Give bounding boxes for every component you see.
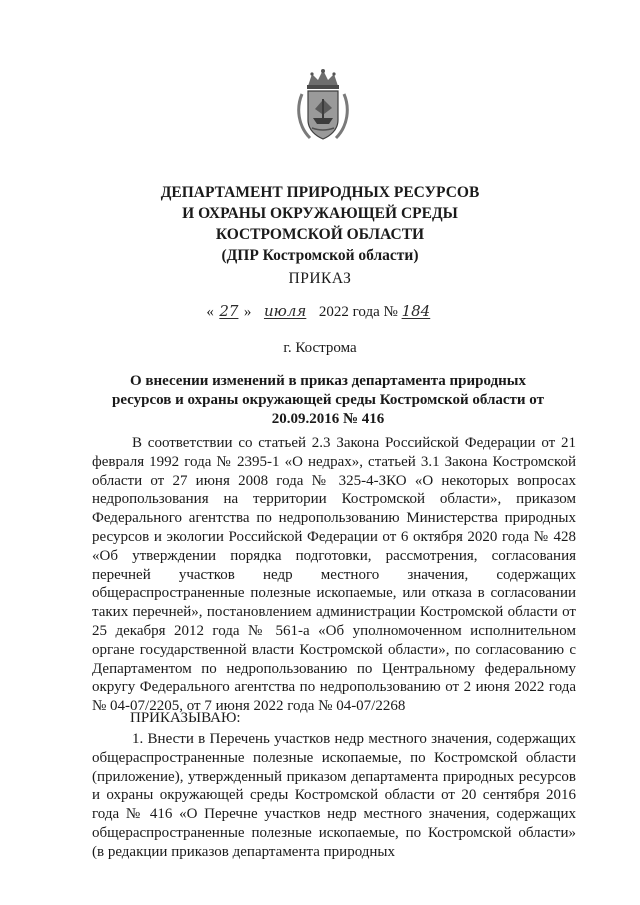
- order-subject: О внесении изменений в приказ департамента природных ресурсов и охраны окружающей среды Костромской области от 20.09.2016 № 416: [112, 373, 544, 427]
- header-line-1: ДЕПАРТАМЕНТ ПРИРОДНЫХ РЕСУРСОВ: [160, 184, 480, 201]
- header-line-2: И ОХРАНЫ ОКРУЖАЮЩЕЙ СРЕДЫ: [182, 205, 458, 222]
- year-text: 2022 года №: [318, 304, 398, 320]
- coat-of-arms-icon: [294, 68, 352, 144]
- date-line: [0, 300, 640, 323]
- preamble-paragraph: В соответствии со статьей 2.3 Закона Российской Федерации от 21 февраля 1992 года № 2395-1 «О недрах», статьей 3.1 Закона Костромской области от 27 июня 2008 года № 325-4-ЗКО «О некоторых вопросах недропользования на территории Костромской области», приказом Федерального агентства по недропользованию Министерства природных ресурсов и экологии Российской Федерации от 6 октября 2020 года № 428 «Об утверждении порядка подготовки, рассмотрения, согласования перечней участков недр местного значения, содержащих общераспространенные полезные ископаемые, или отказа в согласовании таких перечней», постановлением администрации Костромской области от 25 декабря 2012 года № 561-а «Об уполномоченном исполнительном органе государственной власти Костромской области», по согласованию с Департаментом по недропользованию по Центральному федеральному округу Федерального агентства по недропользованию от 2 июня 2022 года № 04-07/2205, от 7 июня 2022 года № 04-07/2268: [92, 435, 576, 715]
- open-quote: «: [206, 304, 214, 320]
- handwritten-month: июля: [263, 302, 307, 320]
- header-line-4: (ДПР Костромской области): [221, 247, 419, 264]
- handwritten-day: 27: [219, 302, 239, 320]
- order-item-1: 1. Внести в Перечень участков недр местного значения, содержащих общераспространенные полезные ископаемые, по Костромской области (приложение), утвержденный приказом департамента природных ресурсов и охраны окружающей среды Костромской области от 20 сентября 2016 года № 416 «О Перечне участков недр местного значения, содержащих общераспространенные полезные ископаемые, по Костромской области» (в редакции приказов департамента природных: [92, 731, 576, 860]
- header-line-3: КОСТРОМСКОЙ ОБЛАСТИ: [215, 226, 425, 243]
- city: г. Кострома: [283, 340, 357, 356]
- document-type: ПРИКАЗ: [288, 270, 352, 287]
- handwritten-number: 184: [401, 302, 431, 320]
- department-header: [100, 182, 540, 266]
- close-quote: »: [243, 304, 252, 320]
- orders-word: ПРИКАЗЫВАЮ:: [130, 710, 241, 726]
